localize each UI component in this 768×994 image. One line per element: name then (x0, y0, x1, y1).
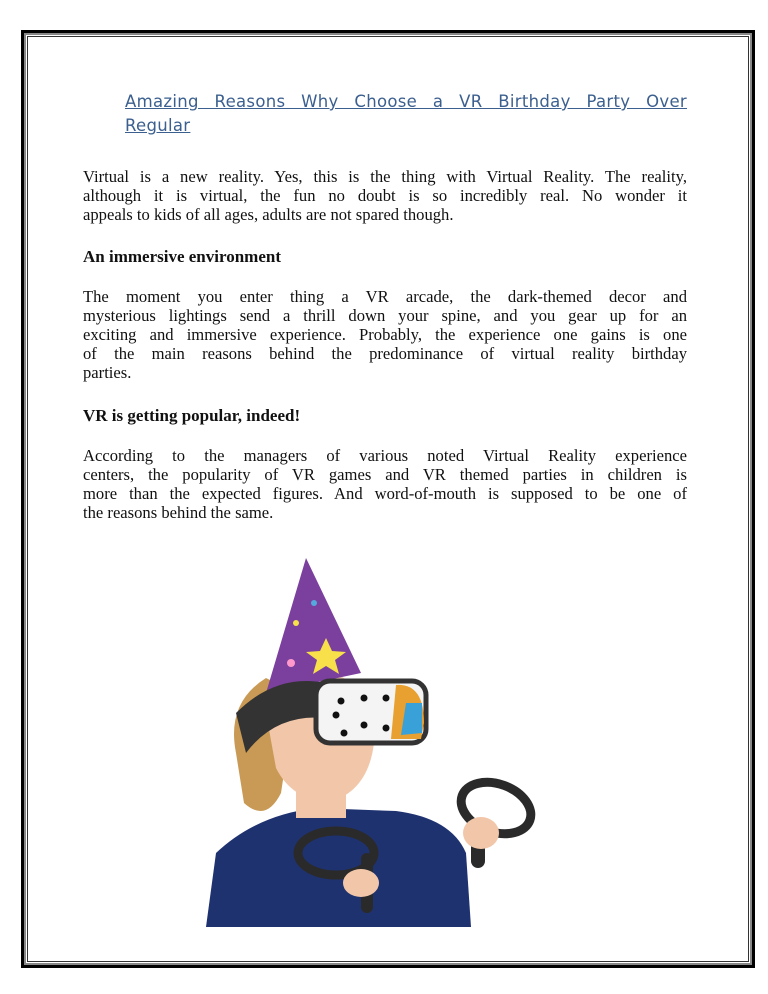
text-line: centers, the popularity of VR games and VR themed parties in children is (83, 465, 687, 484)
intro-paragraph (83, 167, 687, 224)
text-line: parties. (83, 363, 132, 382)
section-paragraph (83, 287, 687, 382)
title-line[interactable]: Regular (125, 116, 191, 135)
section-heading: An immersive environment (83, 247, 281, 266)
section-paragraph (83, 446, 687, 522)
text-line: The moment you enter thing a VR arcade, the dark-themed decor and (83, 287, 687, 306)
text-line: According to the managers of various noted Virtual Reality experience (83, 446, 687, 465)
text-line: the reasons behind the same. (83, 503, 274, 522)
section-heading: VR is getting popular, indeed! (83, 406, 301, 425)
text-line: Virtual is a new reality. Yes, this is the thing with Virtual Reality. The reality, (83, 167, 687, 186)
text-line: although it is virtual, the fun no doubt is so incredibly real. No wonder it (83, 186, 687, 205)
text-line: mysterious lightings send a thrill down your spine, and you gear up for an (83, 306, 687, 325)
document-title[interactable] (125, 90, 687, 138)
text-line: more than the expected figures. And word-of-mouth is supposed to be one of (83, 484, 687, 503)
text-line: exciting and immersive experience. Probably, the experience one gains is one (83, 325, 687, 344)
text-line: of the main reasons behind the predominance of virtual reality birthday (83, 344, 687, 363)
title-line[interactable]: Amazing Reasons Why Choose a VR Birthday Party Over (125, 92, 687, 111)
text-line: appeals to kids of all ages, adults are not spared though. (83, 205, 454, 224)
vr-kid-photo (196, 553, 592, 927)
